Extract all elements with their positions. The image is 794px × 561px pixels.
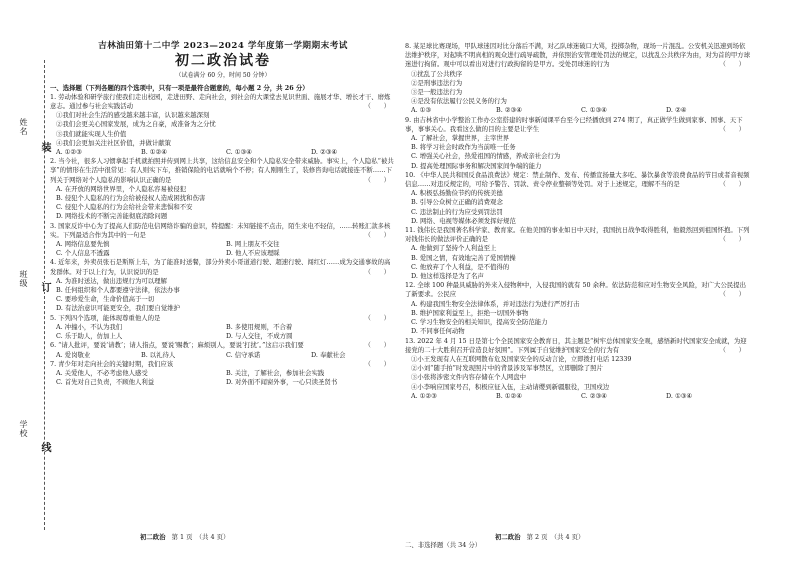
part-two-heading: 二、非选择题（共 34 分） (405, 541, 482, 549)
choice-d: D. 网络技术的不断完善能彻底消除问题 (56, 212, 168, 221)
footer-subject: 初二政治 (140, 533, 166, 541)
seal-mark-1: 装 (39, 142, 50, 152)
choice-b: B. 侵犯个人隐私的行为会给被侵权人造成困扰和伤害 (56, 194, 206, 203)
choice-c: C. 首先对自己负责，不顾他人利益 (56, 378, 155, 387)
question-stem: 5. 下列四个选项，能体现尊重他人的是 (50, 313, 161, 322)
answer-parens: （ ） (719, 180, 745, 189)
page-footer-right (495, 532, 584, 541)
answer-parens: （ ） (719, 290, 745, 299)
exam-note: （试卷满分 60 分，时间 50 分钟） (175, 72, 271, 80)
statement: ①扰乱了公共秩序 (411, 69, 463, 78)
choice-a: A. 冲撞小，不认为我们 (56, 322, 123, 331)
footer-page-number: 第 1 页 （共 4 页） (171, 533, 230, 541)
statement: ②小刘“随手拍”时发现照片中的背景涉及军事禁区，立即删除了照片 (411, 364, 603, 373)
choice-b: B. 网上朋友不交往 (226, 240, 280, 249)
choice-d: D. 对外面不闻窗外事，一心只读圣贤书 (226, 378, 338, 387)
choice-c: C. 个人信息不透露 (56, 249, 110, 258)
choice-a: A. 关爱他人，不必考虑他人感受 (56, 368, 148, 377)
question-13 (405, 337, 751, 401)
answer-parens: （ ） (719, 124, 745, 133)
choice-a: A. 在开放的网络世界里，个人隐私容易被侵犯 (56, 184, 187, 193)
statement: ②是刑事违法行为 (411, 78, 463, 87)
choice-c: C. 信守承诺 (226, 350, 261, 359)
choice-a: A. ①③ (411, 106, 432, 115)
statement: ④是没有依法履行公民义务的行为 (411, 97, 507, 106)
statement: ③我们就能实现人生价值 (56, 129, 127, 138)
statement: ④小李响应国家号召，积极应征入伍，主动请缨到新疆服役，卫国戍边 (411, 382, 610, 391)
question-3 (50, 222, 396, 259)
choice-a: A. 他做到了坚持个人利益至上 (411, 244, 497, 253)
choice-d: D. ②③④ (311, 148, 338, 157)
statement: ①小王发现有人在互联网散布危及国家安全的反动言论，立即拨打电话 12339 (411, 354, 632, 363)
choice-c: C. 学习生物安全的相关知识，提高安全防范能力 (411, 318, 548, 327)
answer-parens: （ ） (364, 102, 390, 111)
choice-d: D. 奉献社会 (311, 350, 346, 359)
seal-mark-3: 线 (39, 442, 50, 452)
choice-b: B. 多使用规则，不合着 (226, 322, 293, 331)
choice-a: A. 为准时送达，做出违规行为可以理解 (56, 276, 167, 285)
question-5 (50, 314, 396, 342)
choice-d: D. 不同事任何动物 (411, 327, 465, 336)
answer-parens: （ ） (719, 345, 745, 354)
choice-a: A. ①②③ (56, 148, 82, 157)
choice-a: A. 了解社会，掌握世界，主宰世界 (411, 134, 510, 143)
statement: ③是一般违法行为 (411, 88, 463, 97)
exam-title: 初二政治试卷 (175, 53, 271, 70)
choice-d: D. 有法治意识可能更安全，我们要自觉维护 (56, 304, 180, 313)
choice-d: D. 他人不应该理睬 (226, 249, 280, 258)
choice-c: C. 增强关心社会，热爱祖国的情感，养成亲社会行为 (411, 152, 561, 161)
choice-a: A. 网络信息要先慎 (56, 240, 110, 249)
name-label: 姓名 (19, 118, 28, 136)
answer-parens: （ ） (364, 341, 390, 350)
question-1 (50, 93, 396, 157)
answer-parens: （ ） (364, 313, 390, 322)
choice-b: B. 爱国之情，有效地完善了爱国情操 (411, 253, 516, 262)
footer-subject: 初二政治 (495, 533, 521, 541)
class-label: 班级 (19, 270, 28, 288)
answer-parens: （ ） (364, 175, 390, 184)
question-8 (405, 42, 751, 116)
answer-parens: （ ） (719, 235, 745, 244)
choice-b: B. ①②④ (141, 148, 167, 157)
question-9 (405, 116, 751, 171)
seal-mark-2: 订 (39, 282, 50, 292)
choice-c: C. ①③④ (581, 106, 607, 115)
choice-c: C. ①③④ (226, 148, 252, 157)
answer-parens: （ ） (364, 267, 390, 276)
answer-parens: （ ） (719, 60, 745, 69)
choice-a: A. ①②③ (411, 391, 437, 400)
choice-b: B. ①②④ (496, 391, 522, 400)
binding-margin (14, 60, 50, 530)
choice-d: D. 网络、电视等媒体必须发挥好规范 (411, 216, 516, 225)
question-6 (50, 341, 396, 359)
question-stem: 4. 近年来，外卖员张石是斯斯上车，为了能准时送餐，部分外卖小哥道道行驶、超速行驶、闯红灯……成为交通事故的高发群体。对于以上行为，认识说识的是 (50, 258, 391, 276)
choice-b: B. 引导公众树立正确的消费观念 (411, 198, 503, 207)
choice-c: C. 要珍爱生命，生命价值高于一切 (56, 295, 155, 304)
choice-b: B. 关注，了解社会，参加社会实践 (226, 368, 325, 377)
choice-a: A. 爱岗敬业 (56, 350, 91, 359)
statement: ②我们会更关心国家发展，成为之自豪，成准备为之分忧 (56, 120, 216, 129)
section-heading: 一、选择题（下列各题的四个选项中，只有一项是最符合题意的，每小题 2 分，共 26 分） (50, 83, 309, 92)
choice-b: B. 维护国家利益至上，拒绝一切国外事物 (411, 308, 529, 317)
question-12 (405, 281, 751, 336)
choice-d: D. ①③④ (666, 391, 693, 400)
choice-d: D. ②④ (666, 106, 687, 115)
question-stem: 12. 全球 100 种最具威胁的外来入侵物种中，入侵我国的就有 50 余种。依法防范和应对生物安全风险，对广大公民提出了新要求。公民应 (405, 281, 747, 299)
answer-parens: （ ） (364, 359, 390, 368)
school-label: 学校 (19, 420, 28, 438)
question-10 (405, 171, 751, 226)
choice-b: B. 以礼待人 (141, 350, 176, 359)
choice-c: C. 他放弃了个人利益，是不值得的 (411, 262, 510, 271)
statement: ①我们对社会生活的感受越来越丰富，认识越来越深刻 (56, 111, 210, 120)
question-stem: 10. 《中华人民共和国反食品浪费法》规定：禁止制作、发布、传播宣扬量大多吃、暴饮暴食等浪费食品的节目或者音视频信息……对违反规定的，可给予警告、罚款、责令停业整顿等处罚。对于上述规定，理解不当的是 (405, 170, 750, 189)
question-stem: 7. 青少年对走向社会的关键时期，我们应该 (50, 359, 174, 368)
choice-a: A. 构建我国生物安全法律体系，并对违法行为进行严厉打击 (411, 299, 580, 308)
question-stem: 13. 2022 年 4 月 15 日是第七个全民国家安全教育日，其主题是“树牢总体国家安全观，感悟新时代国家安全成就，为迎接党的二十大胜利召开营造良好氛围”。下列属于自觉维护国家安全的行为有 (405, 336, 747, 354)
statement: ③小张将涉密文件内容存储在个人网盘中 (411, 373, 527, 382)
question-stem: 9. 由吉林省中小学整治工作办公室搭建的时事新闻课平台至今已经播放到 274 期了，真正做学生做到家事、国事、天下事，事事关心。我看这么做的目的主要是让学生 (405, 115, 743, 133)
choice-c: C. 侵犯个人隐私的行为会给社会带来悲惧和不安 (56, 203, 193, 212)
page-footer-left (140, 532, 229, 541)
choice-b: B. ②③④ (496, 106, 522, 115)
choice-c: C. 乐于助人，仿加上人 (56, 332, 123, 341)
question-stem: 2. 当今社，很多人习惯拿起手机就拍照并传到网上共享，这给信息安全和个人隐私安全带来威胁。事实上，个人隐私“被共享”的情形在生活中很常见：有人则实下车，推销保险的电话就响个不停；有人刚刚生了，装修咨询电话就接连不断……下列关于网络对个人隐私的影响认识正确的是 (50, 157, 394, 184)
answer-parens: （ ） (364, 230, 390, 239)
question-2 (50, 157, 396, 221)
question-7 (50, 360, 396, 388)
question-stem: 1. 劳动体验和研学旅行使我们走出校园，走进田野、走向社会，到社会的大课堂去见识世面、施展才华、增长才干、磨炼意志。通过参与社会实践活动 (50, 92, 391, 111)
choice-a: A. 积极弘扬勤俭节约的传统美德 (411, 189, 503, 198)
choice-d: D. 提高处理国际事务和解决国家间争端的能力 (411, 161, 542, 170)
question-stem: 8. 某足球比赛现场，甲队球迷因对比分落后不满，对乙队球迷破口大骂，投掷杂物，现场一片混乱。公安机关迅速到场依法维护秩序，对起哄不明真相的观众进行疏导疏散，并依照治安管理处罚法的规定，以扰乱公共秩序为由，对为首的甲方球迷进行拘留。观中可以看出对进行行政拘留的是甲方。受处罚球迷的行为 (405, 42, 751, 69)
question-stem: 11. 钱伟长是我国著名科学家、教育家。在他美国的事业如日中天时，我国抗日战争取得胜利，他毅然回到祖国怀抱。下列对钱伟长的做法评价正确的是 (405, 226, 750, 244)
choice-c: C. 违法制止的行为应受到罚法罚 (411, 207, 503, 216)
choice-c: C. ②③④ (581, 391, 607, 400)
choice-b: B. 任何组织和个人都要遵守法律，依法办事 (56, 286, 180, 295)
school-name: 吉林油田第十二中学 2023—2024 学年度第一学期期末考试 (98, 41, 348, 51)
right-column (405, 42, 751, 401)
question-stem: 3. 国家反诈中心为了提高人们防范电信网络诈骗的意识，特提醒：未知链接不点击，陌生来电不轻信，……转账汇款多核实。下列最适合作为其中的一句是 (50, 221, 391, 239)
statement: ④我们会更加关注社区价值，并做计献策 (56, 138, 172, 147)
choice-b: B. 将学习社会时政作为当前唯一任务 (411, 143, 516, 152)
question-stem: 6. “请人批评，要说‘请教’；请人指点，要说‘赐教’；麻烦别人，要说‘打扰’。”这启示我们要 (50, 341, 304, 350)
question-4 (50, 258, 396, 313)
choice-d: D. 他这样选择是为了名声 (411, 272, 484, 281)
choice-d: D. 与人交往，不成方圆 (226, 332, 293, 341)
footer-page-number: 第 2 页 （共 4 页） (526, 533, 585, 541)
binding-dashed-line (44, 60, 45, 530)
left-column (50, 42, 396, 387)
question-11 (405, 226, 751, 281)
